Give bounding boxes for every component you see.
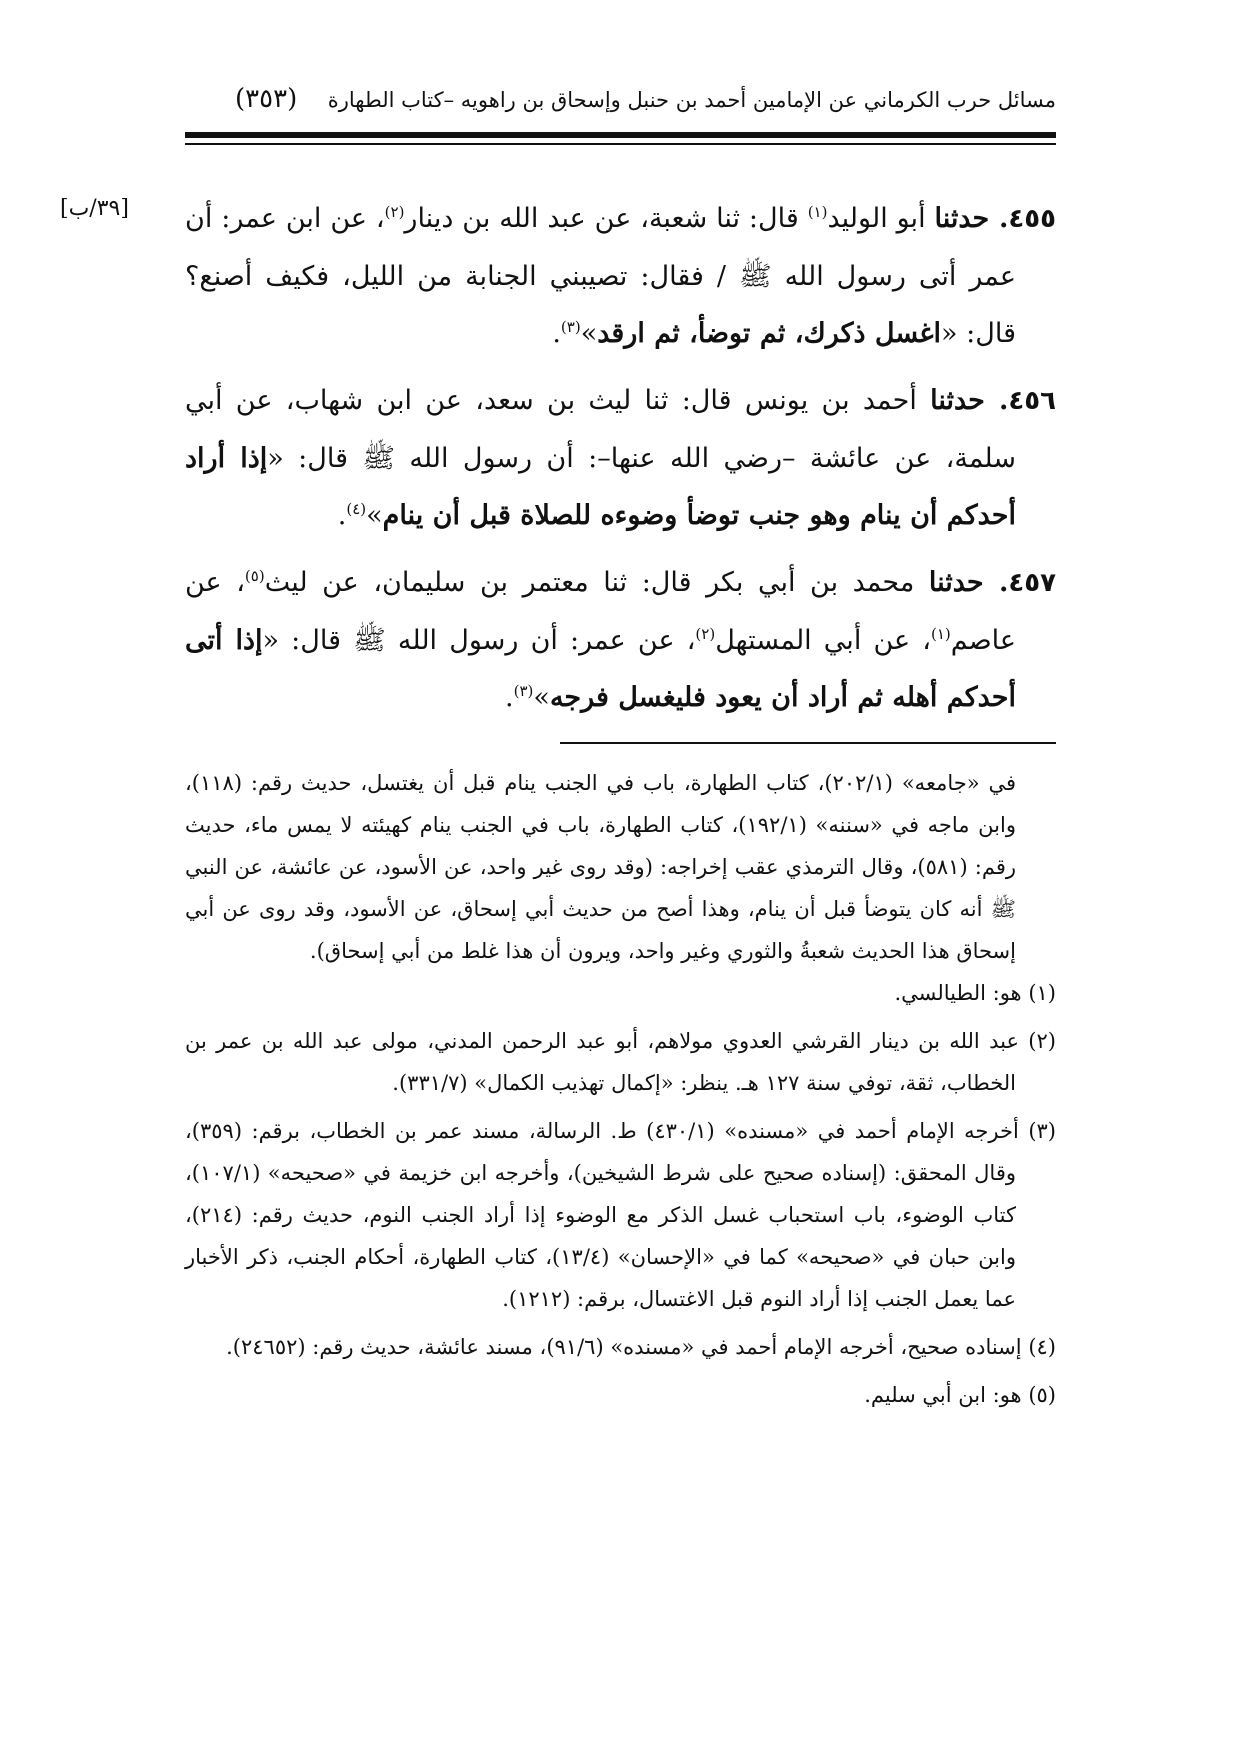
narration-keyword: حدثنا <box>934 203 990 234</box>
hadith-text: ، عن أبي المستهل <box>715 625 931 656</box>
hadith-text: ، عن عمر: أن رسول الله ﷺ قال: « <box>262 625 696 656</box>
narration-keyword: حدثنا <box>930 385 985 416</box>
hadith-text: محمد بن أبي بكر قال: ثنا معتمر بن سليمان، عن ليث <box>264 567 929 598</box>
prophetic-saying: إذا أراد أحدكم أن ينام وهو جنب توضأ وضوءه للصلاة قبل أن ينام <box>185 443 1016 531</box>
footnote-ref[interactable]: (٣) <box>560 318 581 336</box>
hadith-455: ٤٥٥. حدثنا أبو الوليد$^{(١)}$ قال: ثنا شعبة، عن عبد الله بن دينار$^{(٢)}$، عن ابن عمر: أن عمر أتى رسول الله ﷺ / فقال: تصيبني الجنابة من الليل، فكيف أصنع؟ قال: «اغسل ذكرك، ثم توضأ، ثم ارقد»$^{(٣)}$. <box>185 203 1056 349</box>
footnote-number: (٤) <box>1028 1335 1056 1359</box>
prophetic-saying: إذا أتى أحدكم أهله ثم أراد أن يعود فليغسل فرجه <box>185 625 1016 713</box>
footnote-ref[interactable]: (٥) <box>244 567 265 585</box>
manuscript-folio-marker: [٣٩/ب] <box>60 196 129 221</box>
hadith-number: ٤٥٧ <box>1008 568 1056 598</box>
footnote-number: (٣) <box>1028 1119 1056 1143</box>
header-title: مسائل حرب الكرماني عن الإمامين أحمد بن حنبل وإسحاق بن راهويه –كتاب الطهارة <box>327 88 1056 112</box>
footnote-text: إسناده صحيح، أخرجه الإمام أحمد في «مسنده» (٩١/٦)، مسند عائشة، حديث رقم: (٢٤٦٥٢). <box>226 1335 1022 1359</box>
footnote-ref[interactable]: (٢) <box>384 203 405 221</box>
footnote-5 <box>185 1374 1056 1416</box>
footnote-ref[interactable]: (٤) <box>346 500 367 518</box>
hadith-457: ٤٥٧. حدثنا محمد بن أبي بكر قال: ثنا معتمر بن سليمان، عن ليث$^{(٥)}$، عن عاصم$^{(١)}$، عن أبي المستهل$^{(٢)}$، عن عمر: أن رسول الله ﷺ قال: «إذا أتى أحدكم أهله ثم أراد أن يعود فليغسل فرجه»$^{(٣)}$. <box>185 567 1056 713</box>
hadith-text: قال: ثنا شعبة، عن عبد الله بن دينار <box>404 203 808 234</box>
footnote-ref[interactable]: (١) <box>807 203 828 221</box>
footnote-continuation: في «جامعه» (٢٠٢/١)، كتاب الطهارة، باب في الجنب ينام قبل أن يغتسل، حديث رقم: (١١٨)، وابن ماجه في «سننه» (١٩٢/١)، كتاب الطهارة، باب في الجنب ينام كهيئته لا يمس ماء، حديث رقم: (٥٨١)، وقال الترمذي عقب إخراجه: (وقد روى غير واحد، عن الأسود، عن عائشة، عن النبي ﷺ أنه كان يتوضأ قبل أن ينام، وهذا أصح من حديث أبي إسحاق، عن الأسود، وقد روى عن أبي إسحاق هذا الحديث شعبةُ والثوري وغير واحد، ويرون أن هذا غلط من أبي إسحاق). <box>185 771 1016 963</box>
footnote-text: هو: ابن أبي سليم. <box>864 1383 1022 1407</box>
hadith-text: . <box>552 318 561 349</box>
header-rule-thick <box>185 132 1056 138</box>
hadith-text: ، عن ابن عمر: أن عمر أتى رسول الله ﷺ / فقال: تصيبني الجنابة من الليل، فكيف أصنع؟ قال: « <box>185 203 1016 349</box>
footnote-1 <box>185 972 1056 1014</box>
prophetic-saying: اغسل ذكرك، ثم توضأ، ثم ارقد <box>597 318 942 349</box>
header-rule-thin <box>185 143 1056 145</box>
hadith-text: ، عن عاصم <box>185 567 1017 656</box>
hadith-text: أبو الوليد <box>827 203 935 234</box>
page-number: (٣٥٣) <box>235 84 298 114</box>
footnote-4 <box>185 1326 1056 1368</box>
hadith-text: » <box>366 500 383 531</box>
narration-keyword: حدثنا <box>928 567 984 598</box>
hadith-text: » <box>533 682 550 713</box>
footnotes <box>185 762 1056 1422</box>
footnote-3 <box>185 1110 1056 1320</box>
footnote-ref[interactable]: (٣) <box>513 682 534 700</box>
hadith-456: ٤٥٦. حدثنا أحمد بن يونس قال: ثنا ليث بن سعد، عن ابن شهاب، عن أبي سلمة، عن عائشة –رضي الله عنها–: أن رسول الله ﷺ قال: «إذا أراد أحدكم أن ينام وهو جنب توضأ وضوءه للصلاة قبل أن ينام»$^{(٤)}$. <box>185 385 1056 531</box>
main-text <box>185 190 1056 736</box>
footnote-2 <box>185 1020 1056 1104</box>
footnote-number: (١) <box>1028 981 1056 1005</box>
hadith-text: أحمد بن يونس قال: ثنا ليث بن سعد، عن ابن شهاب، عن أبي سلمة، عن عائشة –رضي الله عنها–: أن رسول الله ﷺ قال: « <box>185 385 1016 474</box>
footnote-number: (٢) <box>1028 1029 1056 1053</box>
hadith-text: » <box>580 318 598 349</box>
footnote-ref[interactable]: (٢) <box>695 625 716 643</box>
footnote-text: هو: الطيالسي. <box>894 981 1022 1005</box>
running-header <box>185 80 1056 120</box>
footnote-separator <box>560 742 1056 744</box>
footnote-text: عبد الله بن دينار القرشي العدوي مولاهم، أبو عبد الرحمن المدني، مولى عبد الله بن عمر بن الخطاب، ثقة، توفي سنة ١٢٧ هـ. ينظر: «إكمال تهذيب الكمال» (٣٣١/٧). <box>185 1029 1019 1095</box>
hadith-number: ٤٥٦ <box>1008 386 1056 416</box>
hadith-text: . <box>337 500 347 531</box>
footnote-ref[interactable]: (١) <box>931 625 951 643</box>
hadith-text: . <box>505 682 514 713</box>
hadith-number: ٤٥٥ <box>1008 204 1056 234</box>
footnote-text: أخرجه الإمام أحمد في «مسنده» (٤٣٠/١) ط. الرسالة، مسند عمر بن الخطاب، برقم: (٣٥٩)، وقال المحقق: (إسناده صحيح على شرط الشيخين)، وأخرجه ابن خزيمة في «صحيحه» (١٠٧/١)، كتاب الوضوء، باب استحباب غسل الذكر مع الوضوء إذا أراد الجنب النوم، حديث رقم: (٢١٤)، وابن حبان في «صحيحه» كما في «الإحسان» (١٣/٤)، كتاب الطهارة، أحكام الجنب، ذكر الأخبار عما يعمل الجنب إذا أراد النوم قبل الاغتسال، برقم: (١٢١٢). <box>185 1119 1019 1311</box>
footnote-number: (٥) <box>1028 1383 1056 1407</box>
